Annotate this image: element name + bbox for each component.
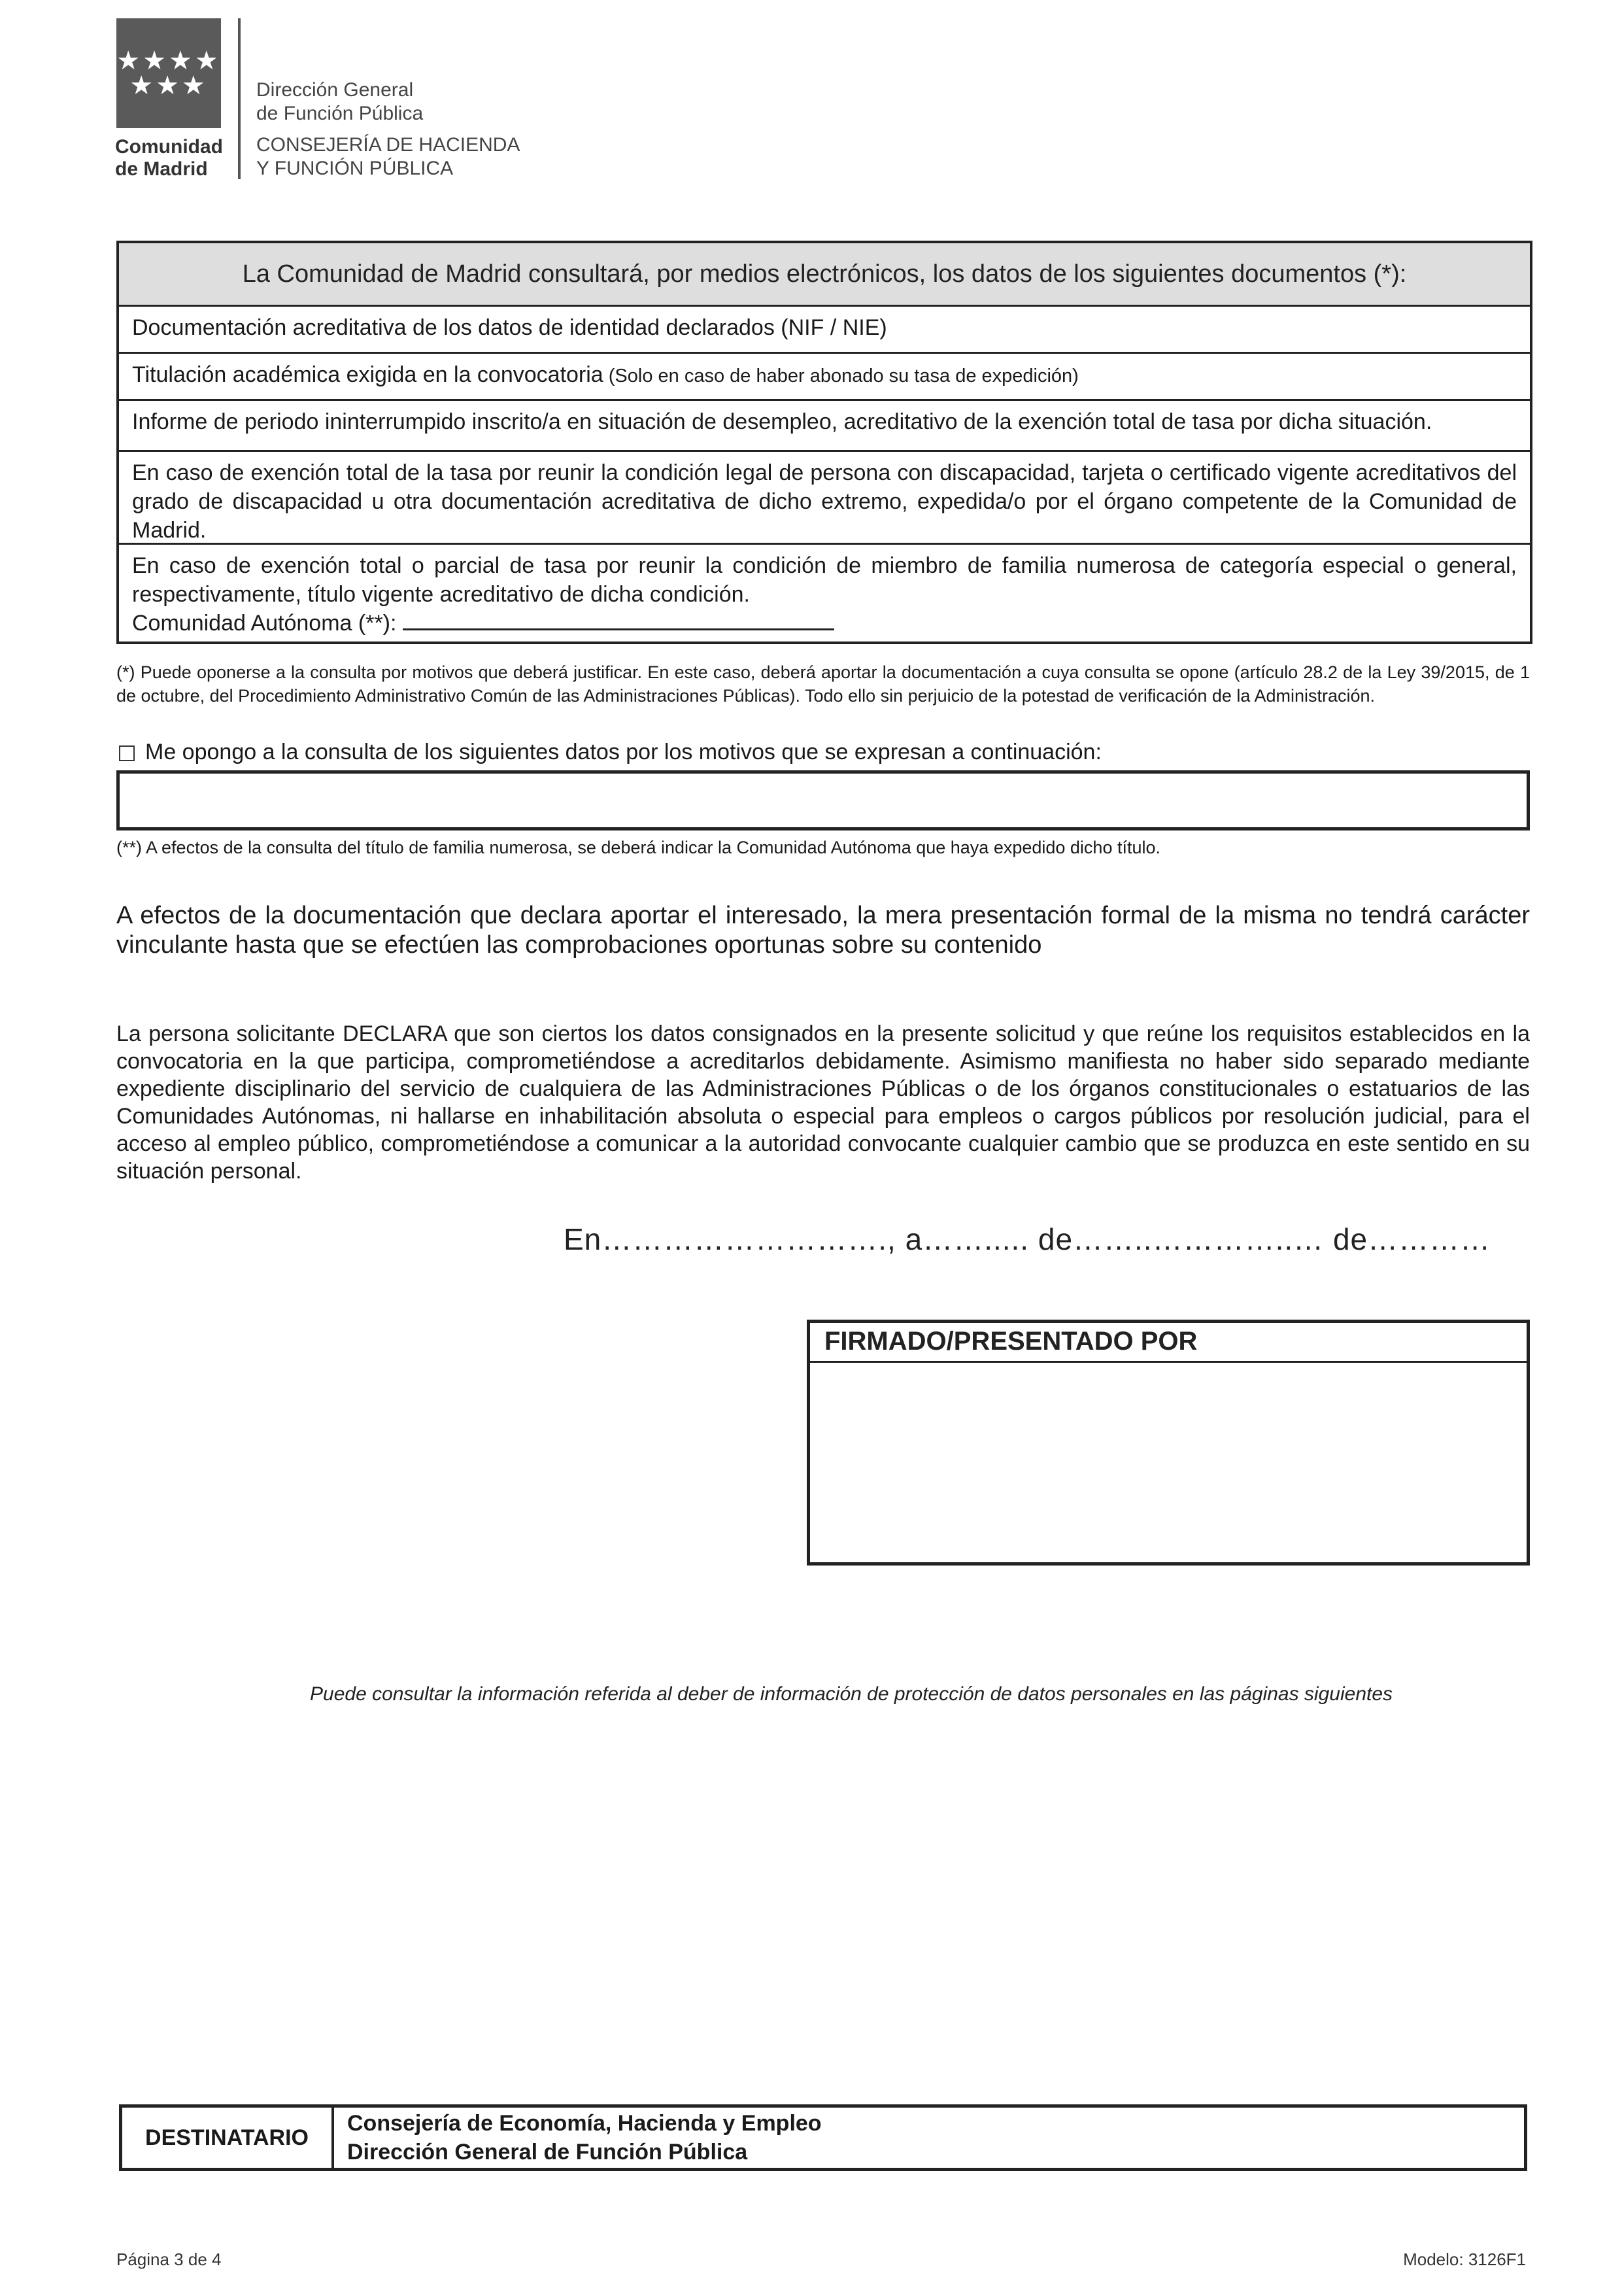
signature-title: FIRMADO/PRESENTADO POR: [810, 1323, 1527, 1363]
declaration-text: La persona solicitante DECLARA que son ciertos los datos consignados en la presente solicitud y que reúne los requisitos establecidos en la convocatoria en la que participa, comprometiéndose a acreditarlos debidamente. Asimismo manifiesta no haber sido separado mediante expediente disciplinario del servicio de cualquiera de las Administraciones Públicas o de los órganos constitucionales o estatuarios de las Comunidades Autónomas, ni hallarse en inhabilitación absoluta o especial para empleos o cargos públicos por resolución judicial, para el acceso al empleo público, comprometiéndose a comunicar a la autoridad convocante cualquier cambio que se produzca en este sentido en su situación personal.: [116, 1021, 1530, 1184]
destinatario-table: [119, 2104, 1527, 2171]
comunidad-autonoma-field[interactable]: [132, 609, 1517, 638]
consult-row-large-family: [119, 545, 1530, 642]
privacy-note: Puede consultar la información referida al deber de información de protección de datos personales en las páginas siguientes: [310, 1683, 1393, 1705]
logo: [116, 18, 221, 128]
logo-text: [115, 136, 223, 180]
oppose-label: Me opongo a la consulta de los siguientes datos por los motivos que se expresan a continuación:: [145, 740, 1102, 764]
destinatario-line-2: Dirección General de Función Pública: [347, 2140, 748, 2165]
consult-heading: La Comunidad de Madrid consultará, por medios electrónicos, los datos de los siguientes documentos (*):: [119, 243, 1530, 307]
consult-row-title-main: Titulación académica exigida en la convocatoria: [132, 362, 603, 387]
org-line-4: Y FUNCIÓN PÚBLICA: [256, 158, 454, 179]
footnote-large-family: (**) A efectos de la consulta del título de familia numerosa, se deberá indicar la Comunidad Autónoma que haya expedido dicho título.: [116, 838, 1160, 857]
model-number: Modelo: 3126F1: [1403, 2250, 1526, 2269]
logo-stars-icon: ★★★★ ★★★: [116, 46, 221, 100]
consult-row-large-family-text: En caso de exención total o parcial de tasa por reunir la condición de miembro de familia numerosa de categoría especial o general, respectivamente, título vigente acreditativo de dicha condición.: [132, 553, 1517, 607]
logo-line-2: de Madrid: [115, 158, 208, 180]
consult-table: [116, 241, 1532, 644]
page-number: Página 3 de 4: [116, 2250, 222, 2269]
oppose-reason-field[interactable]: [116, 770, 1530, 830]
organization-block: [256, 78, 520, 180]
consult-row-disability: En caso de exención total de la tasa por reunir la condición legal de persona con discapacidad, tarjeta o certificado vigente acreditativos del grado de discapacidad u otra documentación acreditativa de dicho extremo, expedida/o por el órgano competente de la Comunidad de Madrid.: [119, 452, 1530, 545]
logo-line-1: Comunidad: [115, 136, 223, 158]
destinatario-value: [334, 2108, 822, 2168]
footnote-oppose: (*) Puede oponerse a la consulta por motivos que deberá justificar. En este caso, deberá aportar la documentación a cuya consulta se opone (artículo 28.2 de la Ley 39/2015, de 1 de octubre, del Procedimiento Administrativo Común de las Administraciones Públicas). Todo ello sin perjuicio de la potestad de verificación de la Administración.: [116, 662, 1530, 706]
date-place-line[interactable]: En………………………., a……..... de……..…………..… de…………: [564, 1222, 1491, 1256]
logo-divider: [238, 18, 241, 179]
consult-row-title: [119, 354, 1530, 401]
destinatario-line-1: Consejería de Economía, Hacienda y Empleo: [347, 2111, 822, 2136]
documentation-notice: A efectos de la documentación que declara aportar el interesado, la mera presentación formal de la misma no tendrá carácter vinculante hasta que se efectúen las comprobaciones oportunas sobre su contenido: [116, 902, 1530, 959]
consult-row-unemployment: Informe de periodo ininterrumpido inscrito/a en situación de desempleo, acreditativo de la exención total de tasa por dicha situación.: [119, 401, 1530, 452]
comunidad-autonoma-input[interactable]: [403, 609, 834, 630]
org-line-1: Dirección General: [256, 79, 414, 101]
comunidad-autonoma-label: Comunidad Autónoma (**):: [132, 611, 397, 636]
oppose-option[interactable]: [116, 739, 1102, 765]
destinatario-label: DESTINATARIO: [122, 2108, 334, 2168]
consult-row-identity: Documentación acreditativa de los datos de identidad declarados (NIF / NIE): [119, 307, 1530, 354]
org-line-2: de Función Pública: [256, 103, 424, 124]
oppose-checkbox[interactable]: [119, 745, 135, 761]
consult-row-title-note: (Solo en caso de haber abonado su tasa de expedición): [603, 366, 1079, 386]
org-line-3: CONSEJERÍA DE HACIENDA: [256, 134, 520, 156]
signature-box[interactable]: [807, 1320, 1530, 1566]
